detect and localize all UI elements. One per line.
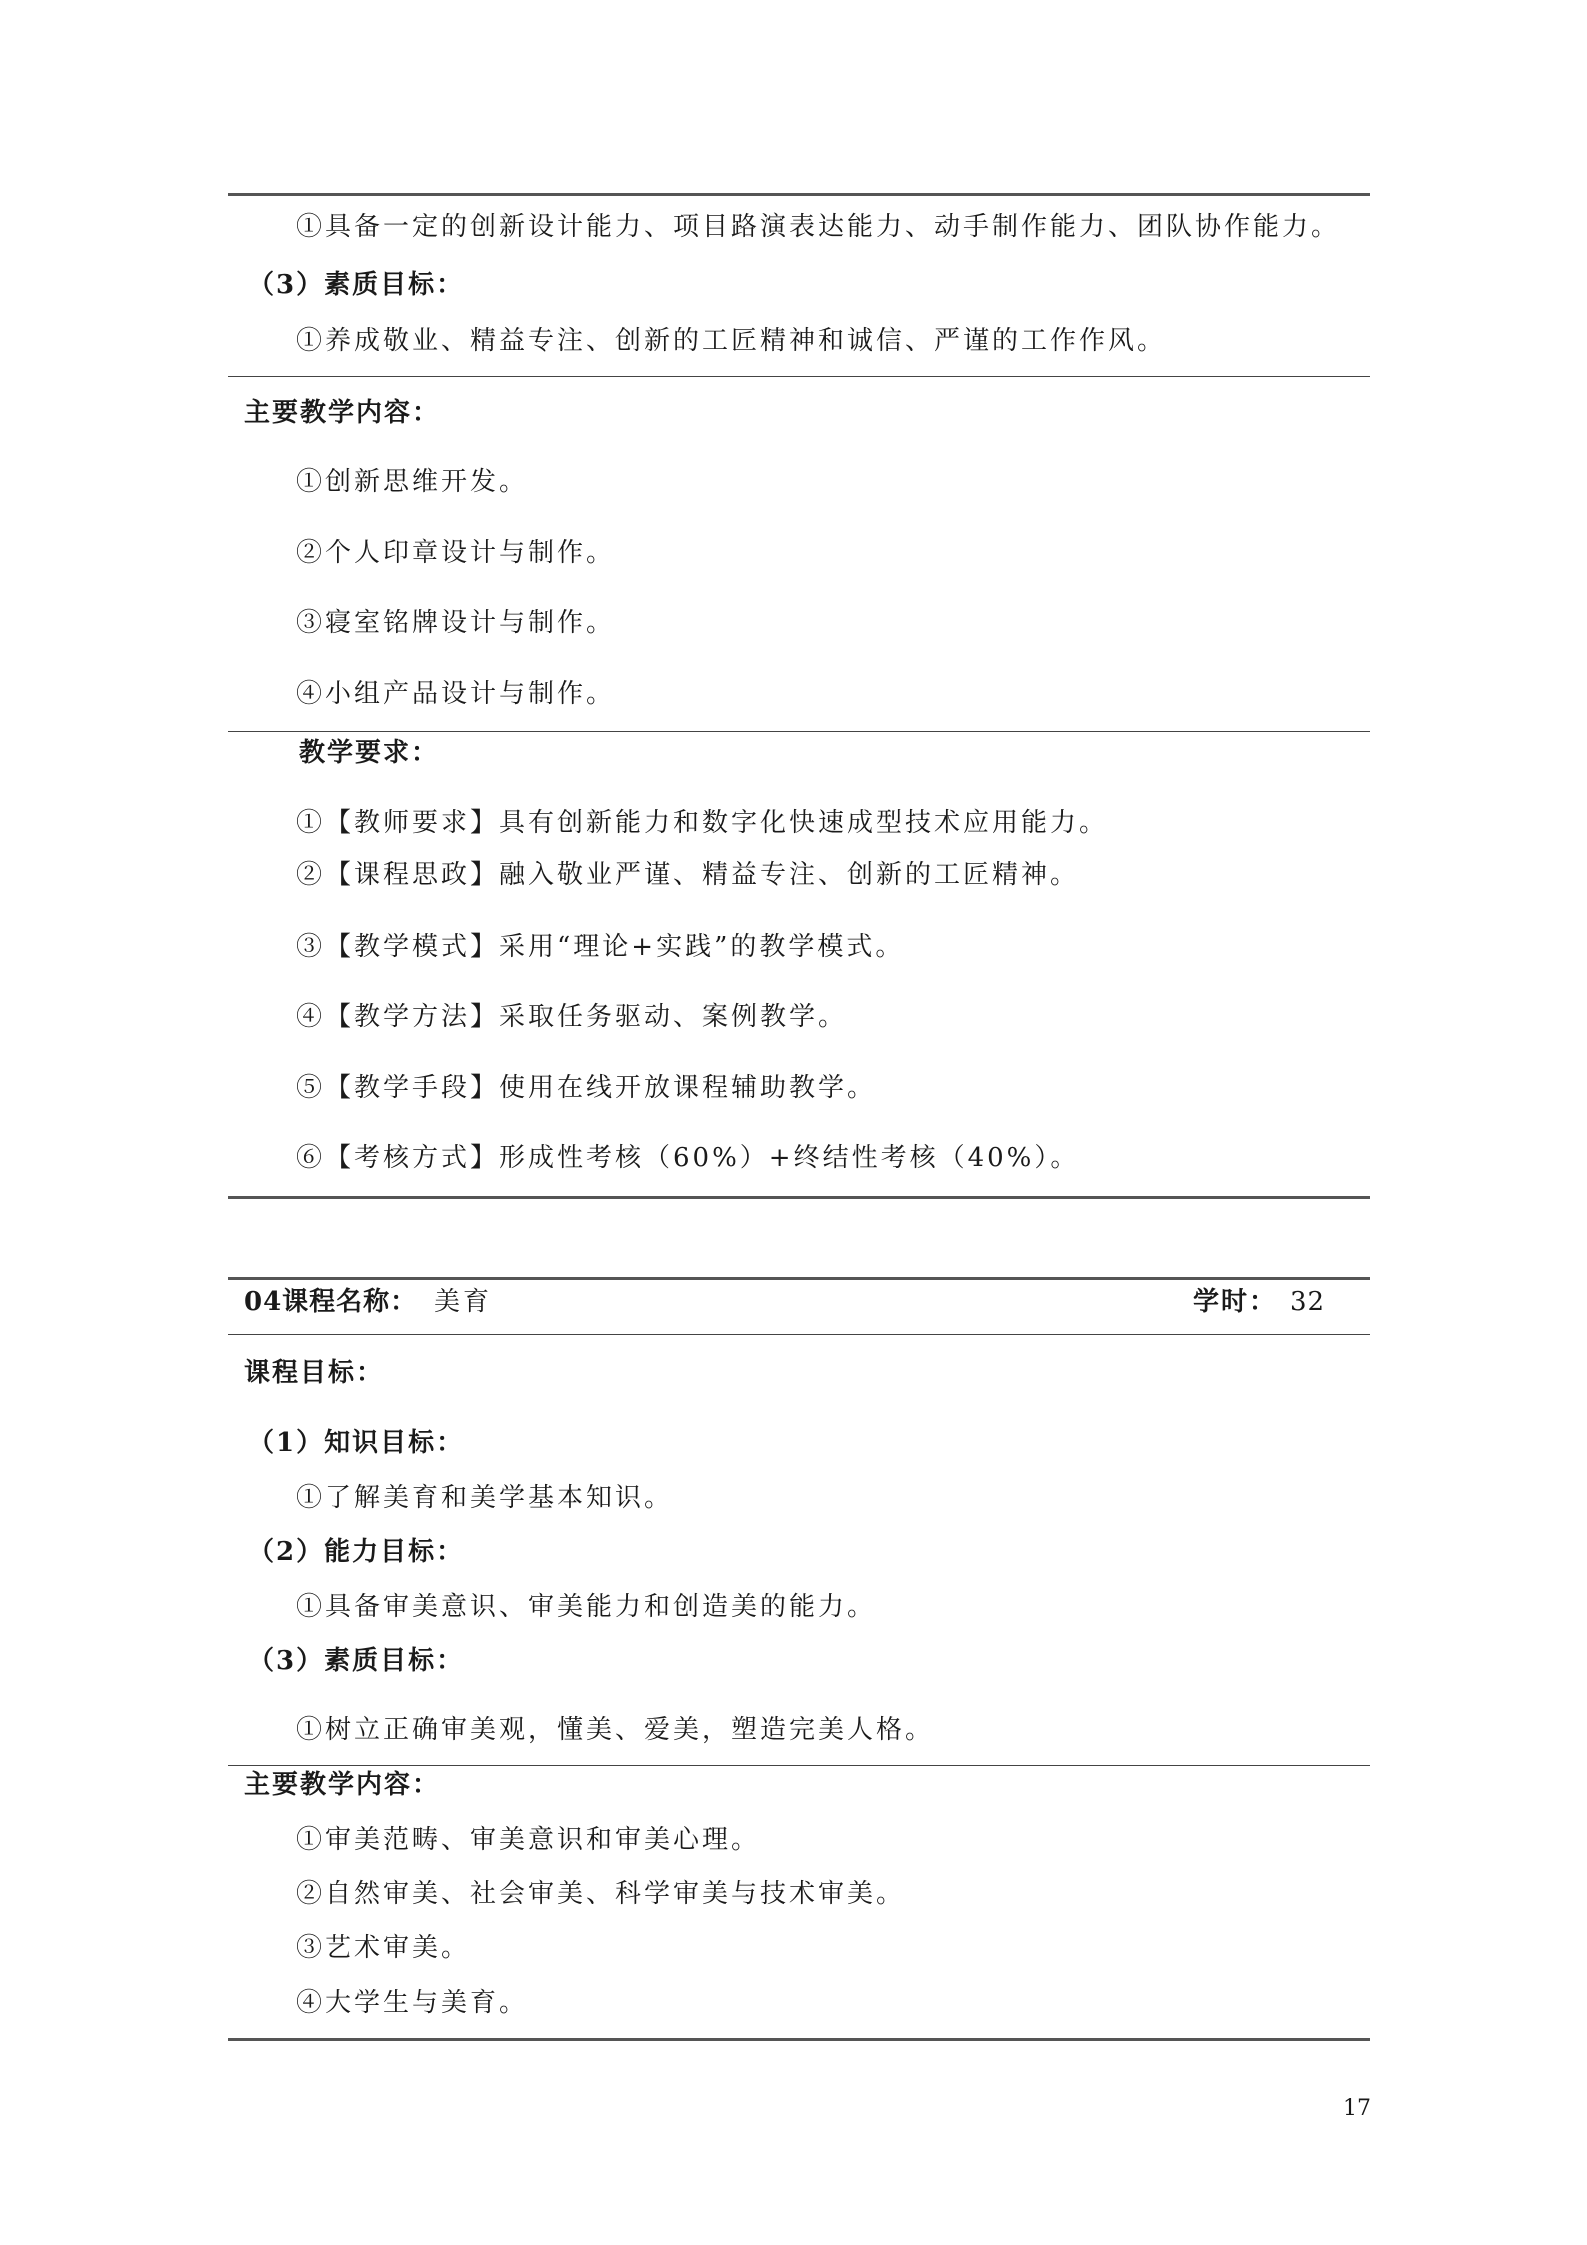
requirement-item: ④【教学方法】采取任务驱动、案例教学。 (296, 1002, 848, 1032)
content-item: ②自然审美、社会审美、科学审美与技术审美。 (296, 1879, 906, 1909)
table-bottom-border (228, 2038, 1370, 2041)
content-item: ②个人印章设计与制作。 (296, 538, 616, 568)
row-divider (228, 731, 1370, 732)
row-divider (228, 376, 1370, 377)
content-item: ①审美范畴、审美意识和审美心理。 (296, 1825, 761, 1855)
knowledge-heading: （1）知识目标： (248, 1428, 465, 1458)
goals-heading: 课程目标： (244, 1358, 385, 1388)
content-item: ③寝室铭牌设计与制作。 (296, 608, 616, 638)
knowledge-item: ①了解美育和美学基本知识。 (296, 1483, 674, 1513)
table-top-border (228, 1277, 1370, 1280)
page-number: 17 (1343, 2096, 1371, 2121)
requirement-item: ⑤【教学手段】使用在线开放课程辅助教学。 (296, 1073, 877, 1103)
ability-item: ①具备一定的创新设计能力、项目路演表达能力、动手制作能力、团队协作能力。 (296, 212, 1341, 242)
row-divider (228, 1765, 1370, 1766)
quality-item: ①树立正确审美观，懂美、爱美，塑造完美人格。 (296, 1715, 935, 1745)
row-divider (228, 1334, 1370, 1335)
requirement-item: ②【课程思政】融入敬业严谨、精益专注、创新的工匠精神。 (296, 860, 1080, 890)
table-bottom-border (228, 1196, 1370, 1199)
course-hours-label: 学时： (1193, 1287, 1278, 1317)
requirement-item: ①【教师要求】具有创新能力和数字化快速成型技术应用能力。 (296, 808, 1109, 838)
content-item: ④大学生与美育。 (296, 1988, 529, 2018)
quality-heading: （3）素质目标： (248, 1646, 465, 1676)
table-top-border (228, 193, 1370, 196)
ability-item: ①具备审美意识、审美能力和创造美的能力。 (296, 1592, 877, 1622)
requirement-item: ⑥【考核方式】形成性考核（60%）+终结性考核（40%）。 (296, 1143, 1080, 1173)
content-heading: 主要教学内容： (244, 398, 441, 428)
requirement-item: ③【教学模式】采用“理论+实践”的教学模式。 (296, 932, 905, 962)
content-item: ④小组产品设计与制作。 (296, 679, 616, 709)
course-name-label: 04课程名称： (244, 1287, 418, 1317)
requirements-heading: 教学要求： (299, 738, 440, 768)
course-name: 美育 (434, 1287, 493, 1317)
content-item: ①创新思维开发。 (296, 467, 529, 497)
content-item: ③艺术审美。 (296, 1933, 471, 1963)
course-hours: 32 (1290, 1287, 1326, 1317)
ability-heading: （2）能力目标： (248, 1537, 465, 1567)
quality-heading: （3）素质目标： (248, 270, 465, 300)
content-heading: 主要教学内容： (244, 1770, 441, 1800)
quality-item: ①养成敬业、精益专注、创新的工匠精神和诚信、严谨的工作作风。 (296, 326, 1167, 356)
